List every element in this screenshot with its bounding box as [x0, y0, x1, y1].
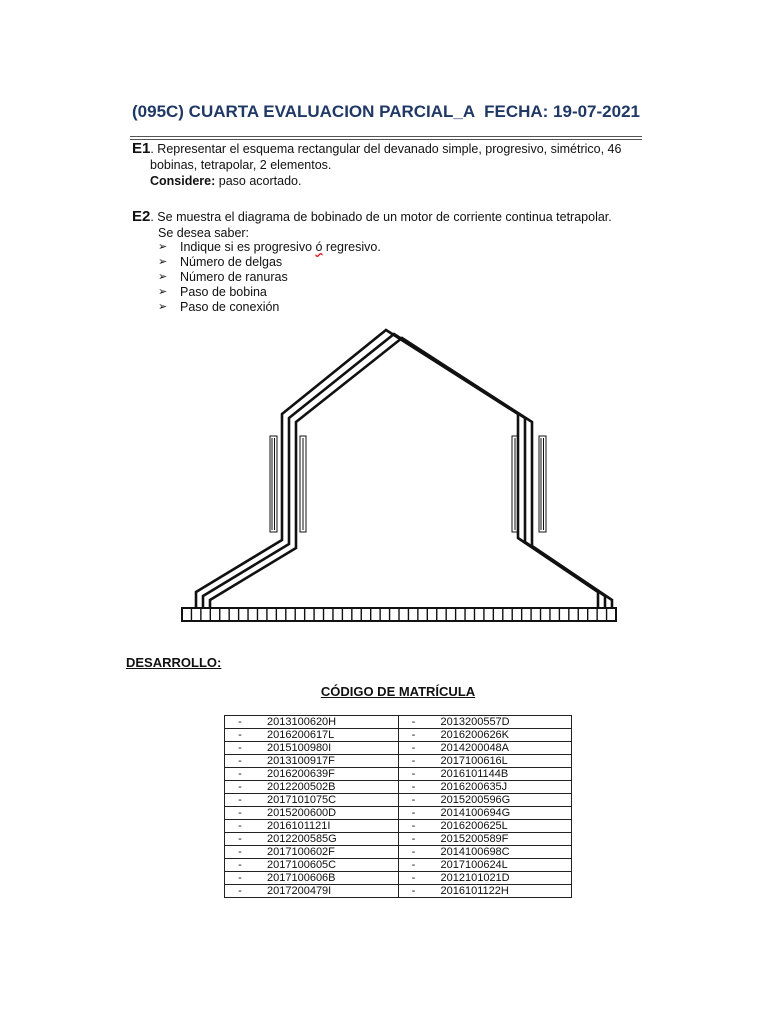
table-cell [225, 846, 399, 859]
table-cell [398, 794, 572, 807]
registration-code: 2016101144B [440, 768, 509, 780]
question-e1-line1: . Representar el esquema rectangular del devanado simple, progresivo, simétrico, 46 [150, 142, 622, 156]
registration-code: 2016101121I [267, 820, 331, 832]
cell-dash: - [411, 807, 416, 819]
registration-code: 2016200617L [267, 729, 335, 741]
table-cell [225, 872, 399, 885]
cell-dash: - [238, 833, 242, 845]
table-cell [225, 716, 399, 729]
table-row [225, 885, 572, 898]
table-cell [225, 820, 399, 833]
cell-dash: - [411, 781, 416, 793]
cell-dash: - [411, 768, 416, 780]
registration-code: 2012101021D [440, 872, 510, 884]
registration-code: 2017100605C [267, 859, 337, 871]
cell-dash: - [411, 859, 416, 871]
registration-code: 2017100624L [440, 859, 508, 871]
question-e1-line2: bobinas, tetrapolar, 2 elementos. [150, 158, 332, 172]
considere-text: paso acortado. [215, 174, 302, 188]
table-row [225, 755, 572, 768]
table-row [225, 846, 572, 859]
cell-dash: - [238, 859, 242, 871]
cell-dash: - [411, 716, 416, 728]
cell-dash: - [411, 755, 416, 767]
cell-dash: - [238, 781, 242, 793]
cell-dash: - [238, 729, 242, 741]
table-cell [398, 807, 572, 820]
list-item: ➢ Indique si es progresivo ó regresivo. [156, 240, 556, 255]
table-cell [398, 729, 572, 742]
registration-code: 2015100980I [267, 742, 332, 754]
table-cell [225, 833, 399, 846]
cell-dash: - [411, 742, 416, 754]
cell-dash: - [238, 820, 242, 832]
question-e1-number: E1 [132, 140, 151, 157]
table-cell [225, 885, 399, 898]
table-cell [398, 846, 572, 859]
table-cell [225, 768, 399, 781]
table-row [225, 794, 572, 807]
registration-code: 2012200502B [267, 781, 336, 793]
table-cell [398, 755, 572, 768]
registration-code: 2016200625L [440, 820, 508, 832]
cell-dash: - [411, 833, 416, 845]
cell-dash: - [238, 846, 242, 858]
cell-dash: - [411, 794, 416, 806]
registration-code: 2017100606B [267, 872, 336, 884]
table-row [225, 716, 572, 729]
registration-code: 2015200600D [267, 807, 337, 819]
registration-code: 2014100694G [440, 807, 511, 819]
table-cell [225, 807, 399, 820]
cell-dash: - [238, 807, 242, 819]
cell-dash: - [238, 716, 242, 728]
coil-conductors [196, 330, 612, 608]
registration-code: 2014200048A [440, 742, 510, 754]
list-item: ➢ Paso de conexión [156, 300, 556, 315]
table-row [225, 768, 572, 781]
table-cell [398, 742, 572, 755]
cell-dash: - [238, 768, 242, 780]
cell-dash: - [238, 885, 242, 897]
exam-title: (095C) CUARTA EVALUACION PARCIAL_A [132, 102, 476, 121]
registration-code: 2013100620H [267, 716, 337, 728]
list-item: ➢ Paso de bobina [156, 285, 556, 300]
registration-codes-table [224, 715, 572, 898]
list-item: ➢ Número de ranuras [156, 270, 556, 285]
cell-dash: - [238, 872, 242, 884]
table-row [225, 859, 572, 872]
table-cell [225, 742, 399, 755]
list-item: ➢ Número de delgas [156, 255, 556, 270]
table-cell [398, 872, 572, 885]
table-cell [225, 755, 399, 768]
table-cell [225, 794, 399, 807]
question-e2-number: E2 [132, 208, 151, 225]
table-cell [398, 781, 572, 794]
table-row [225, 820, 572, 833]
commutator [182, 608, 616, 621]
cell-dash: - [411, 846, 416, 858]
table-cell [398, 768, 572, 781]
table-cell [225, 729, 399, 742]
cell-dash: - [238, 794, 242, 806]
cell-dash: - [238, 742, 242, 754]
table-row [225, 742, 572, 755]
table-cell [225, 859, 399, 872]
table-row [225, 833, 572, 846]
table-cell [398, 885, 572, 898]
table-cell [398, 820, 572, 833]
registration-code: 2017100602F [267, 846, 335, 858]
table-cell [398, 833, 572, 846]
table-row [225, 872, 572, 885]
registration-code: 2013100917F [267, 755, 335, 767]
question-e2-line1: . Se muestra el diagrama de bobinado de un motor de corriente continua tetrapolar. [150, 210, 612, 224]
table-row [225, 729, 572, 742]
registration-code: 2013200557D [440, 716, 510, 728]
table-row [225, 781, 572, 794]
exam-date: FECHA: 19-07-2021 [484, 102, 640, 121]
section-title: DESARROLLO: [126, 655, 222, 670]
cell-dash: - [238, 755, 242, 767]
registration-code: 2016200639F [267, 768, 335, 780]
table-title: CÓDIGO DE MATRÍCULA [320, 684, 476, 699]
cell-dash: - [411, 820, 416, 832]
table-row [225, 807, 572, 820]
registration-code: 2015200589F [440, 833, 509, 845]
cell-dash: - [411, 872, 416, 884]
registration-code: 2012200585G [267, 833, 337, 845]
cell-dash: - [411, 729, 416, 741]
registration-code: 2016200626K [440, 729, 510, 741]
registration-code: 2017100616L [440, 755, 508, 767]
registration-code: 2014100698C [440, 846, 510, 858]
cell-dash: - [411, 885, 416, 897]
question-e2-line2: Se desea saber: [158, 226, 250, 240]
registration-code: 2016101122H [440, 885, 509, 897]
table-cell [398, 859, 572, 872]
considere-label: Considere: [150, 174, 216, 188]
registration-code: 2016200635J [440, 781, 508, 793]
table-cell [225, 781, 399, 794]
table-cell [398, 716, 572, 729]
registration-code: 2015200596G [440, 794, 511, 806]
registration-code: 2017200479I [267, 885, 332, 897]
registration-code: 2017101075C [267, 794, 337, 806]
